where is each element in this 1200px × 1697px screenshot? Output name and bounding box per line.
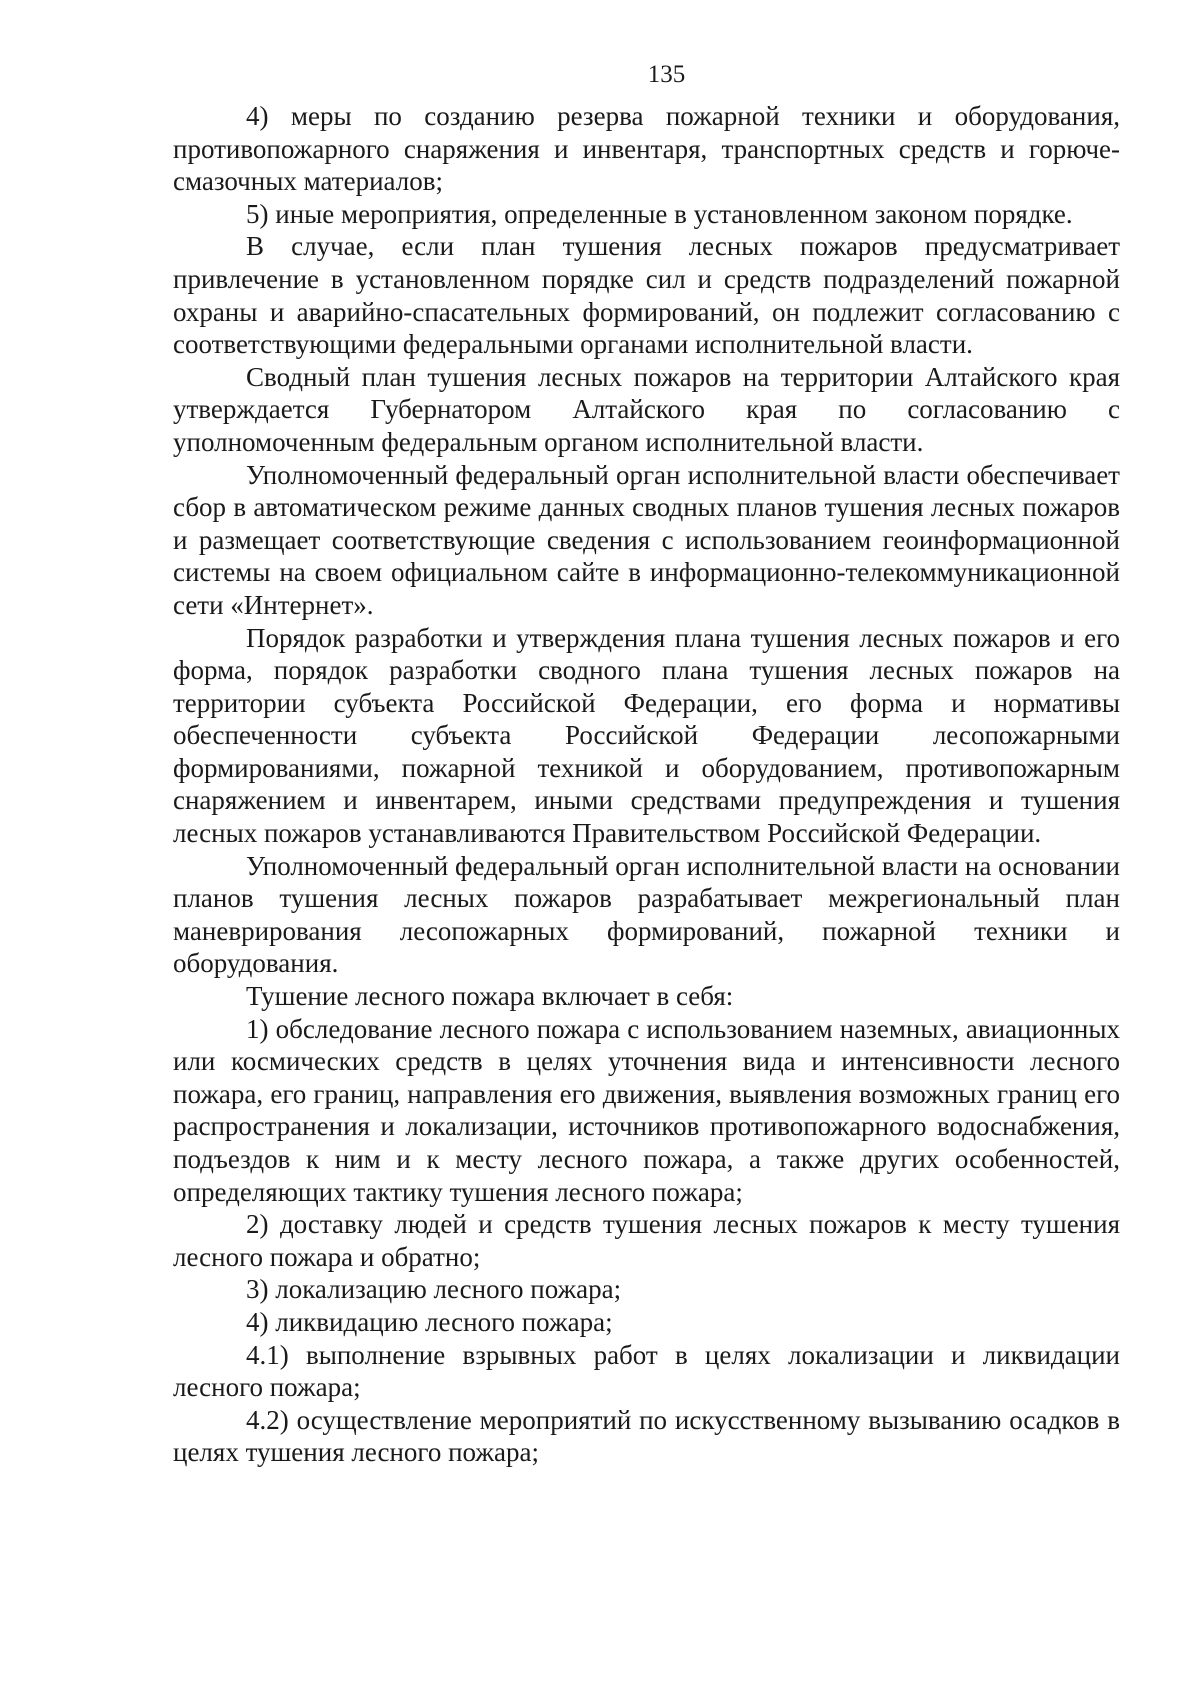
list-item-4-2-precipitation: 4.2) осуществление мероприятий по искусственному вызыванию осадков в целях тушения лесного пожара; bbox=[173, 1404, 1120, 1468]
paragraph-item-5-other-measures: 5) иные мероприятия, определенные в установленном законом порядке. bbox=[246, 198, 1073, 229]
paragraph-consolidated-plan: Сводный план тушения лесных пожаров на территории Алтайского края утверждается Губернатором Алтайского края по согласованию с уполномоченным федеральным органом исполнительной власти. bbox=[173, 361, 1120, 457]
paragraph-extinguishing-intro: Тушение лесного пожара включает в себя: bbox=[246, 981, 734, 1012]
list-item-2-delivery: 2) доставку людей и средств тушения лесных пожаров к месту тушения лесного пожара и обратно; bbox=[173, 1209, 1120, 1272]
list-item-4-liquidation: 4) ликвидацию лесного пожара; bbox=[246, 1306, 613, 1337]
paragraph-data-collection: Уполномоченный федеральный орган исполнительной власти обеспечивает сбор в автоматическом режиме данных сводных планов тушения лесных пожаров и размещает соответствующие сведения с использованием геоинформационной системы на своем официальном сайте в информационно-телекоммуникационной сети «Интернет». bbox=[173, 459, 1120, 620]
list-item-4-1-blasting: 4.1) выполнение взрывных работ в целях локализации и ликвидации лесного пожара; bbox=[173, 1339, 1120, 1403]
paragraph-item-4-reserve: 4) меры по созданию резерва пожарной техники и оборудования, противопожарного снаряжения и инвентаря, транспортных средств и горюче-смазочных материалов; bbox=[173, 101, 1120, 197]
paragraph-maneuvering-plan: Уполномоченный федеральный орган исполнительной власти на основании планов тушения лесных пожаров разрабатывает межрегиональный план маневрирования лесопожарных формирований, пожарной техники и оборудования. bbox=[173, 850, 1120, 979]
page-number: 135 bbox=[647, 61, 686, 88]
list-item-1-survey: 1) обследование лесного пожара с использованием наземных, авиационных или космических средств в целях уточнения вида и интенсивности лесного пожара, его границ, направления его движения, выявления возможных границ его распространения и локализации, источников противопожарного водоснабжения, подъездов к ним и к месту лесного пожара, а также других особенностей, определяющих тактику тушения лесного пожара; bbox=[173, 1013, 1120, 1207]
paragraph-plan-coordination: В случае, если план тушения лесных пожаров предусматривает привлечение в установленном порядке сил и средств подразделений пожарной охраны и аварийно-спасательных формирований, он подлежит согласованию с соответствующими федеральными органами исполнительной власти. bbox=[173, 231, 1120, 360]
paragraph-procedure: Порядок разработки и утверждения плана тушения лесных пожаров и его форма, порядок разработки сводного плана тушения лесных пожаров на территории субъекта Российской Федерации, его форма и нормативы обеспеченности субъекта Российской Федерации лесопожарными формированиями, пожарной техникой и оборудованием, противопожарным снаряжением и инвентарем, иными средствами предупреждения и тушения лесных пожаров устанавливаются Правительством Российской Федерации. bbox=[173, 622, 1120, 849]
list-item-3-localization: 3) локализацию лесного пожара; bbox=[246, 1274, 622, 1305]
document-page bbox=[173, 60, 1120, 1469]
